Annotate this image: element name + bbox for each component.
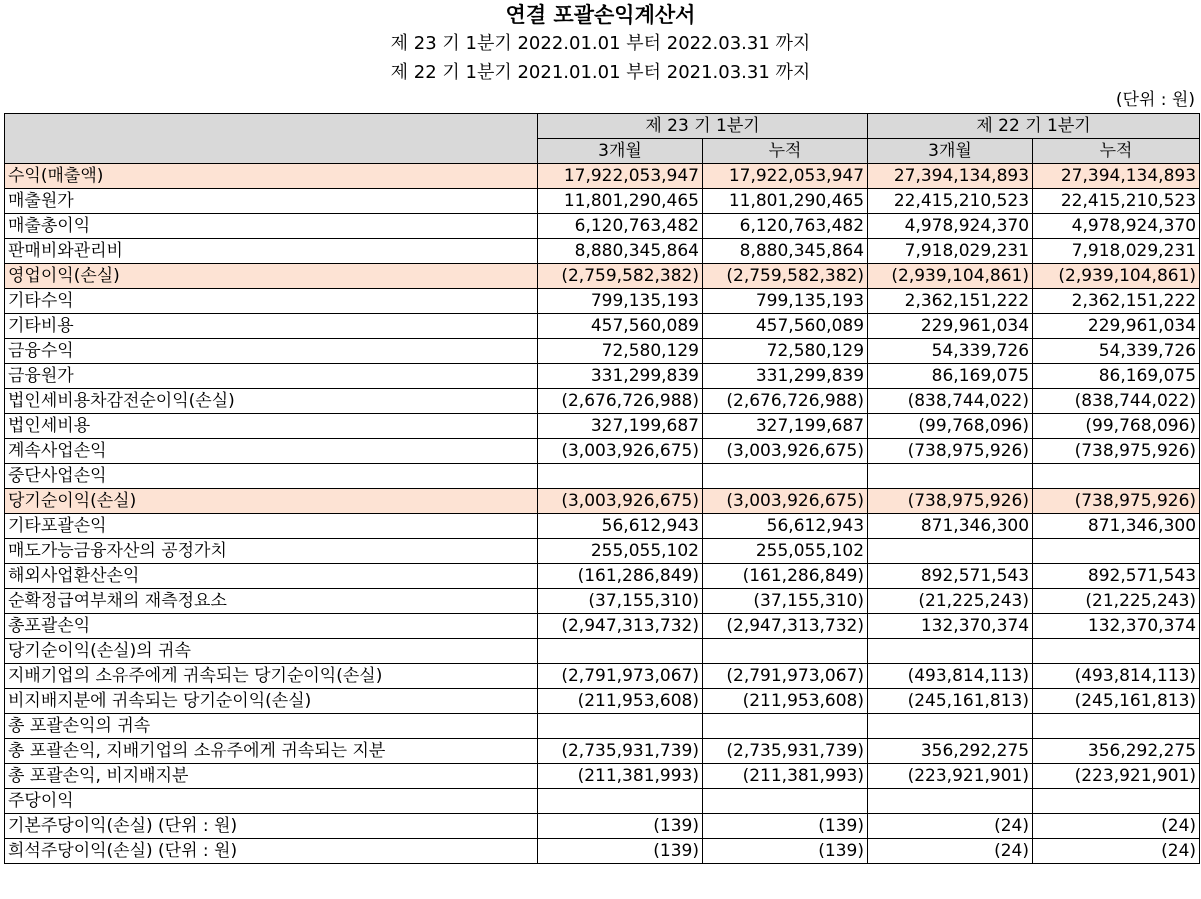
current-cumulative-value	[703, 789, 868, 814]
prior-3month-value: (245,161,813)	[868, 689, 1033, 714]
row-label: 영업이익(손실)	[5, 264, 538, 289]
row-label: 법인세비용	[5, 414, 538, 439]
prior-3month-value: (21,225,243)	[868, 589, 1033, 614]
prior-3month-value: (99,768,096)	[868, 414, 1033, 439]
row-label: 판매비와관리비	[5, 239, 538, 264]
prior-period-line: 제 22 기 1분기 2021.01.01 부터 2021.03.31 까지	[390, 62, 811, 83]
current-3month-value: 8,880,345,864	[538, 239, 703, 264]
prior-cumulative-value: 132,370,374	[1033, 614, 1200, 639]
prior-3month-value: 2,362,151,222	[868, 289, 1033, 314]
prior-3month-value	[868, 789, 1033, 814]
current-cumulative-value: (211,953,608)	[703, 689, 868, 714]
table-row	[5, 514, 1200, 539]
current-3month-value: (3,003,926,675)	[538, 489, 703, 514]
current-cumulative-value: 72,580,129	[703, 339, 868, 364]
prior-cumulative-value: (99,768,096)	[1033, 414, 1200, 439]
current-3month-value: 255,055,102	[538, 539, 703, 564]
table-row	[5, 814, 1200, 839]
prior-cumulative-value: (223,921,901)	[1033, 764, 1200, 789]
row-label: 당기순이익(손실)	[5, 489, 538, 514]
table-row	[5, 739, 1200, 764]
table-row	[5, 239, 1200, 264]
prior-period-header: 제 22 기 1분기	[868, 114, 1200, 139]
table-body	[5, 164, 1200, 864]
current-3month-value	[538, 789, 703, 814]
prior-cumulative-value: (838,744,022)	[1033, 389, 1200, 414]
prior-3month-value: (24)	[868, 839, 1033, 864]
current-3month-value: (2,735,931,739)	[538, 739, 703, 764]
row-label: 희석주당이익(손실) (단위 : 원)	[5, 839, 538, 864]
current-3month-value: 799,135,193	[538, 289, 703, 314]
prior-3month-value: 229,961,034	[868, 314, 1033, 339]
prior-3month-value: 871,346,300	[868, 514, 1033, 539]
prior-3month-value: (223,921,901)	[868, 764, 1033, 789]
row-label: 매출총이익	[5, 214, 538, 239]
current-3month-value: (2,947,313,732)	[538, 614, 703, 639]
table-row	[5, 714, 1200, 739]
row-label: 주당이익	[5, 789, 538, 814]
prior-cumulative-value: 2,362,151,222	[1033, 289, 1200, 314]
prior-3month-value: 54,339,726	[868, 339, 1033, 364]
current-3month-value: 17,922,053,947	[538, 164, 703, 189]
current-3month-value	[538, 464, 703, 489]
current-cumulative-value: (2,735,931,739)	[703, 739, 868, 764]
prior-cumulative-value	[1033, 639, 1200, 664]
current-3month-value	[538, 714, 703, 739]
table-head	[5, 114, 1200, 164]
row-label: 기본주당이익(손실) (단위 : 원)	[5, 814, 538, 839]
prior-3month-value: 27,394,134,893	[868, 164, 1033, 189]
prior-cumulative-value: (245,161,813)	[1033, 689, 1200, 714]
current-3month-value: 457,560,089	[538, 314, 703, 339]
row-label: 총 포괄손익, 지배기업의 소유주에게 귀속되는 지분	[5, 739, 538, 764]
current-cumulative-value: (139)	[703, 839, 868, 864]
table-row	[5, 289, 1200, 314]
current-cumulative-value: (2,791,973,067)	[703, 664, 868, 689]
prior-cumulative-value: 86,169,075	[1033, 364, 1200, 389]
prior-cumulative-value: (24)	[1033, 814, 1200, 839]
current-cumulative-value: (139)	[703, 814, 868, 839]
row-label: 계속사업손익	[5, 439, 538, 464]
current-cumulative-value: 457,560,089	[703, 314, 868, 339]
current-period-header: 제 23 기 1분기	[538, 114, 868, 139]
row-label: 법인세비용차감전순이익(손실)	[5, 389, 538, 414]
current-3month-value: 11,801,290,465	[538, 189, 703, 214]
current-3month-value: (2,676,726,988)	[538, 389, 703, 414]
prior-cumulative-value: (2,939,104,861)	[1033, 264, 1200, 289]
row-label: 기타수익	[5, 289, 538, 314]
prior-3month-value: (24)	[868, 814, 1033, 839]
table-row	[5, 639, 1200, 664]
row-label: 총포괄손익	[5, 614, 538, 639]
table-row	[5, 364, 1200, 389]
prior-3month-value: (838,744,022)	[868, 389, 1033, 414]
table-row	[5, 314, 1200, 339]
prior-3month-value	[868, 639, 1033, 664]
current-3month-value: 6,120,763,482	[538, 214, 703, 239]
current-cumulative-value: (3,003,926,675)	[703, 439, 868, 464]
table-row	[5, 264, 1200, 289]
prior-cumulative-value: (24)	[1033, 839, 1200, 864]
current-cumulative-value	[703, 464, 868, 489]
current-3month-value: (211,953,608)	[538, 689, 703, 714]
prior-cumulative-value	[1033, 464, 1200, 489]
prior-cumulative-value: 27,394,134,893	[1033, 164, 1200, 189]
current-cumulative-value: 327,199,687	[703, 414, 868, 439]
current-3month-value: 327,199,687	[538, 414, 703, 439]
table-row	[5, 764, 1200, 789]
table-row	[5, 214, 1200, 239]
table-row	[5, 589, 1200, 614]
row-label: 기타비용	[5, 314, 538, 339]
account-header-cell	[5, 114, 538, 164]
current-cumulative-value: 8,880,345,864	[703, 239, 868, 264]
current-3month-value: (2,759,582,382)	[538, 264, 703, 289]
table-row	[5, 339, 1200, 364]
prior-3month-value: 22,415,210,523	[868, 189, 1033, 214]
current-cumulative-value: 56,612,943	[703, 514, 868, 539]
current-cumulative-value: 331,299,839	[703, 364, 868, 389]
prior-3month-value: 892,571,543	[868, 564, 1033, 589]
current-3month-value: (211,381,993)	[538, 764, 703, 789]
current-3month-value: 56,612,943	[538, 514, 703, 539]
prior-cumulative-value: (738,975,926)	[1033, 489, 1200, 514]
prior-cumulative-value: 7,918,029,231	[1033, 239, 1200, 264]
current-3month-value: (139)	[538, 839, 703, 864]
row-label: 지배기업의 소유주에게 귀속되는 당기순이익(손실)	[5, 664, 538, 689]
prior-cumulative-value: 229,961,034	[1033, 314, 1200, 339]
row-label: 중단사업손익	[5, 464, 538, 489]
current-cumulative-value	[703, 714, 868, 739]
prior-cumulative-value: 356,292,275	[1033, 739, 1200, 764]
table-row	[5, 489, 1200, 514]
prior-3month-value: 132,370,374	[868, 614, 1033, 639]
current-cumulative-header: 누적	[703, 139, 868, 164]
prior-3month-header: 3개월	[868, 139, 1033, 164]
prior-3month-value: 4,978,924,370	[868, 214, 1033, 239]
table-row	[5, 614, 1200, 639]
table-row	[5, 389, 1200, 414]
current-cumulative-value: 799,135,193	[703, 289, 868, 314]
current-cumulative-value: (2,759,582,382)	[703, 264, 868, 289]
prior-3month-value: (738,975,926)	[868, 439, 1033, 464]
current-3month-value	[538, 639, 703, 664]
table-row	[5, 164, 1200, 189]
prior-3month-value: (2,939,104,861)	[868, 264, 1033, 289]
prior-cumulative-value	[1033, 789, 1200, 814]
current-3month-header: 3개월	[538, 139, 703, 164]
table-row	[5, 689, 1200, 714]
table-row	[5, 189, 1200, 214]
prior-cumulative-value: 4,978,924,370	[1033, 214, 1200, 239]
prior-3month-value: 86,169,075	[868, 364, 1033, 389]
current-3month-value: (2,791,973,067)	[538, 664, 703, 689]
current-cumulative-value: 255,055,102	[703, 539, 868, 564]
current-cumulative-value: (2,947,313,732)	[703, 614, 868, 639]
prior-cumulative-value: 54,339,726	[1033, 339, 1200, 364]
row-label: 금융수익	[5, 339, 538, 364]
row-label: 비지배지분에 귀속되는 당기순이익(손실)	[5, 689, 538, 714]
prior-cumulative-value: 892,571,543	[1033, 564, 1200, 589]
row-label: 기타포괄손익	[5, 514, 538, 539]
row-label: 매출원가	[5, 189, 538, 214]
row-label: 총 포괄손익의 귀속	[5, 714, 538, 739]
prior-cumulative-value: 22,415,210,523	[1033, 189, 1200, 214]
income-statement-table	[4, 113, 1200, 864]
current-period-line: 제 23 기 1분기 2022.01.01 부터 2022.03.31 까지	[390, 33, 811, 54]
row-label: 총 포괄손익, 비지배지분	[5, 764, 538, 789]
prior-3month-value	[868, 464, 1033, 489]
table-row	[5, 664, 1200, 689]
current-cumulative-value: 11,801,290,465	[703, 189, 868, 214]
current-3month-value: (161,286,849)	[538, 564, 703, 589]
current-cumulative-value: (3,003,926,675)	[703, 489, 868, 514]
table-row	[5, 564, 1200, 589]
table-row	[5, 789, 1200, 814]
row-label: 당기순이익(손실)의 귀속	[5, 639, 538, 664]
prior-3month-value: (493,814,113)	[868, 664, 1033, 689]
table-row	[5, 439, 1200, 464]
prior-3month-value	[868, 714, 1033, 739]
statement-header	[0, 0, 1201, 87]
prior-cumulative-value	[1033, 714, 1200, 739]
current-cumulative-value: (211,381,993)	[703, 764, 868, 789]
prior-cumulative-value: (493,814,113)	[1033, 664, 1200, 689]
prior-3month-value	[868, 539, 1033, 564]
prior-cumulative-header: 누적	[1033, 139, 1200, 164]
prior-cumulative-value: (738,975,926)	[1033, 439, 1200, 464]
prior-cumulative-value: (21,225,243)	[1033, 589, 1200, 614]
current-3month-value: 72,580,129	[538, 339, 703, 364]
prior-cumulative-value	[1033, 539, 1200, 564]
statement-title: 연결 포괄손익계산서	[505, 3, 696, 27]
row-label: 순확정급여부채의 재측정요소	[5, 589, 538, 614]
current-3month-value: 331,299,839	[538, 364, 703, 389]
prior-3month-value: (738,975,926)	[868, 489, 1033, 514]
row-label: 해외사업환산손익	[5, 564, 538, 589]
row-label: 매도가능금융자산의 공정가치	[5, 539, 538, 564]
current-3month-value: (3,003,926,675)	[538, 439, 703, 464]
row-label: 수익(매출액)	[5, 164, 538, 189]
current-cumulative-value	[703, 639, 868, 664]
unit-label: (단위 : 원)	[1115, 90, 1195, 110]
current-cumulative-value: (2,676,726,988)	[703, 389, 868, 414]
table-row	[5, 464, 1200, 489]
current-cumulative-value: (37,155,310)	[703, 589, 868, 614]
current-cumulative-value: 17,922,053,947	[703, 164, 868, 189]
table-row	[5, 414, 1200, 439]
prior-3month-value: 356,292,275	[868, 739, 1033, 764]
prior-3month-value: 7,918,029,231	[868, 239, 1033, 264]
period-header-row	[5, 114, 1200, 139]
current-3month-value: (139)	[538, 814, 703, 839]
prior-cumulative-value: 871,346,300	[1033, 514, 1200, 539]
row-label: 금융원가	[5, 364, 538, 389]
table-row	[5, 839, 1200, 864]
current-cumulative-value: 6,120,763,482	[703, 214, 868, 239]
current-3month-value: (37,155,310)	[538, 589, 703, 614]
current-cumulative-value: (161,286,849)	[703, 564, 868, 589]
table-row	[5, 539, 1200, 564]
